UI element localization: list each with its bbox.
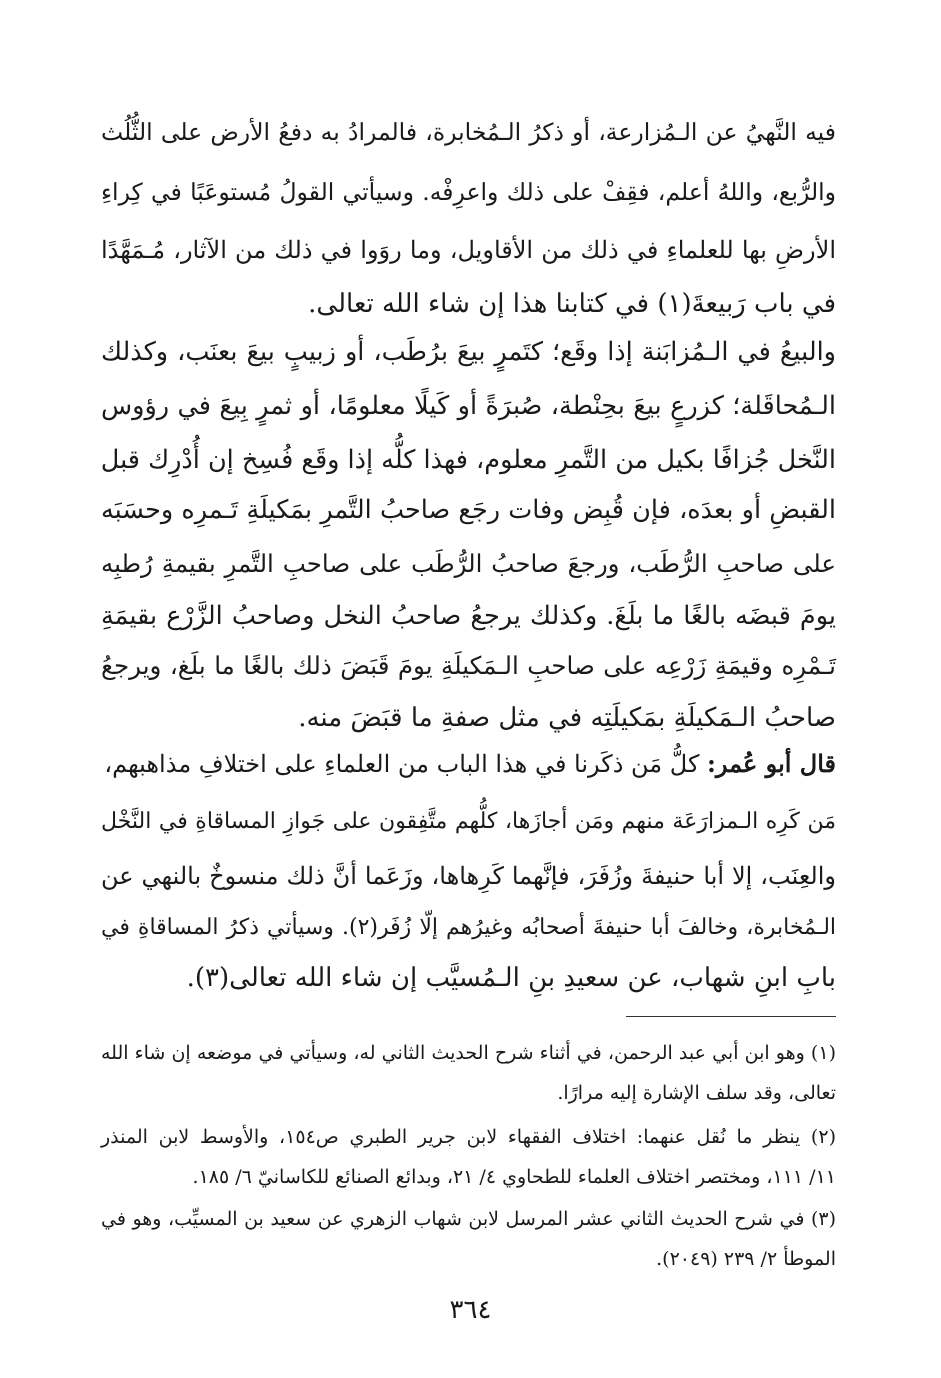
- footnote-2-line-2: ١١/ ١١١، ومختصر اختلاف العلماء للطحاوي ٤/ ٢١، وبدائع الصنائع للكاسانيّ ٦/ ١٨٥.: [192, 1166, 836, 1188]
- paragraph-1-line-4: في باب رَبيعةَ(١) في كتابنا هذا إن شاء الله تعالى.: [308, 289, 836, 319]
- footnote-separator: [626, 1016, 836, 1017]
- paragraph-3-line-1-text: كلُّ مَن ذكَرنا في هذا الباب من العلماءِ على اختلافِ مذاهبهم،: [104, 750, 708, 778]
- paragraph-2-line-5: على صاحبِ الرُّطَب، ورجعَ صاحبُ الرُّطَب على صاحبِ التَّمرِ بقيمةِ رُطبِه: [101, 549, 836, 578]
- paragraph-3-line-3: والعِنَب، إلا أبا حنيفةَ وزُفَرَ، فإنَّهما كَرِهاها، وزَعَما أنَّ ذلك منسوخٌ بالنهي عن: [101, 862, 836, 890]
- paragraph-2-line-3: النَّخل جُزافًا بكيل من التَّمرِ معلوم، فهذا كلُّه إذا وقَع فُسِخ إن أُدْرِك قبل: [100, 445, 836, 475]
- paragraph-3-line-1: [101, 742, 836, 786]
- paragraph-1-line-3: الأرضِ بها للعلماءِ في ذلك من الأقاويل، وما روَوا في ذلك من الآثار، مُـمَهَّدًا: [101, 236, 836, 264]
- paragraph-3-line-5: بابِ ابنِ شهاب، عن سعيدِ بنِ الـمُسيَّب إن شاء الله تعالى(٣).: [186, 963, 836, 993]
- footnote-2-line-1: (٢) ينظر ما نُقل عنهما: اختلاف الفقهاء لابن جرير الطبري ص١٥٤، والأوسط لابن المنذر: [101, 1126, 836, 1148]
- paragraph-1-line-2: والرُّبع، واللهُ أعلم، فقِفْ على ذلك واعرِفْه. وسيأتي القولُ مُستوعَبًا في كِراءِ: [101, 178, 836, 206]
- paragraph-2-line-6: يومَ قبضَه بالغًا ما بلَغَ. وكذلك يرجعُ صاحبُ النخل وصاحبُ الزَّرْع بقيمَةِ: [101, 601, 836, 631]
- page-number: ٣٦٤: [449, 1295, 492, 1325]
- paragraph-2-line-1: والبيعُ في الـمُزابَنة إذا وقَع؛ كتَمرٍ بيعَ برُطَب، أو زبيبٍ بيعَ بعنَب، وكذلك: [101, 337, 836, 367]
- footnote-3-line-1: (٣) في شرح الحديث الثاني عشر المرسل لابن شهاب الزهري عن سعيد بن المسيِّب، وهو في: [101, 1208, 836, 1230]
- paragraph-3-line-2: مَن كَرِه الـمزارَعَة منهم ومَن أجازَها، كلُّهم متَّفِقون على جَوازِ المساقاةِ في النَّخْل: [101, 809, 836, 834]
- footnote-1-line-2: تعالى، وقد سلف الإشارة إليه مرارًا.: [557, 1082, 836, 1104]
- footnote-3-line-2: الموطأ ٢/ ٢٣٩ (٢٠٤٩).: [656, 1248, 836, 1270]
- paragraph-2-line-2: الـمُحاقَلة؛ كزرعٍ بيعَ بحِنْطة، صُبرَةً أو كَيلًا معلومًا، أو ثمرٍ بِيعَ في رؤوس: [101, 391, 836, 421]
- paragraph-1-line-1: فيه النَّهيُ عن الـمُزارعة، أو ذكرُ الـمُخابرة، فالمرادُ به دفعُ الأرض على الثُّلُث: [101, 118, 836, 146]
- paragraph-2-line-4: القبضِ أو بعدَه، فإن قُبِض وفات رجَع صاحبُ التَّمرِ بمَكيلَةِ تَـمرِه وحسَبَه: [101, 495, 836, 525]
- paragraph-3-line-4: الـمُخابرة، وخالفَ أبا حنيفةَ أصحابُه وغيرُهم إلّا زُفَر(٢). وسيأتي ذكرُ المساقاةِ في: [101, 915, 837, 940]
- footnote-1-line-1: (١) وهو ابن أبي عبد الرحمن، في أثناء شرح الحديث الثاني له، وسيأتي في موضعه إن شاء الله: [101, 1042, 836, 1064]
- paragraph-2-line-7: تَـمْرِه وقيمَةِ زَرْعِه على صاحبِ الـمَكيلَةِ يومَ قَبَضَ ذلك بالغًا ما بلَغ، ويرجعُ: [101, 651, 836, 680]
- paragraph-2-line-8: صاحبُ الـمَكيلَةِ بمَكيلَتِه في مثل صفةِ ما قبَضَ منه.: [298, 703, 836, 733]
- speaker-label: قال أبو عُمر:: [707, 749, 836, 778]
